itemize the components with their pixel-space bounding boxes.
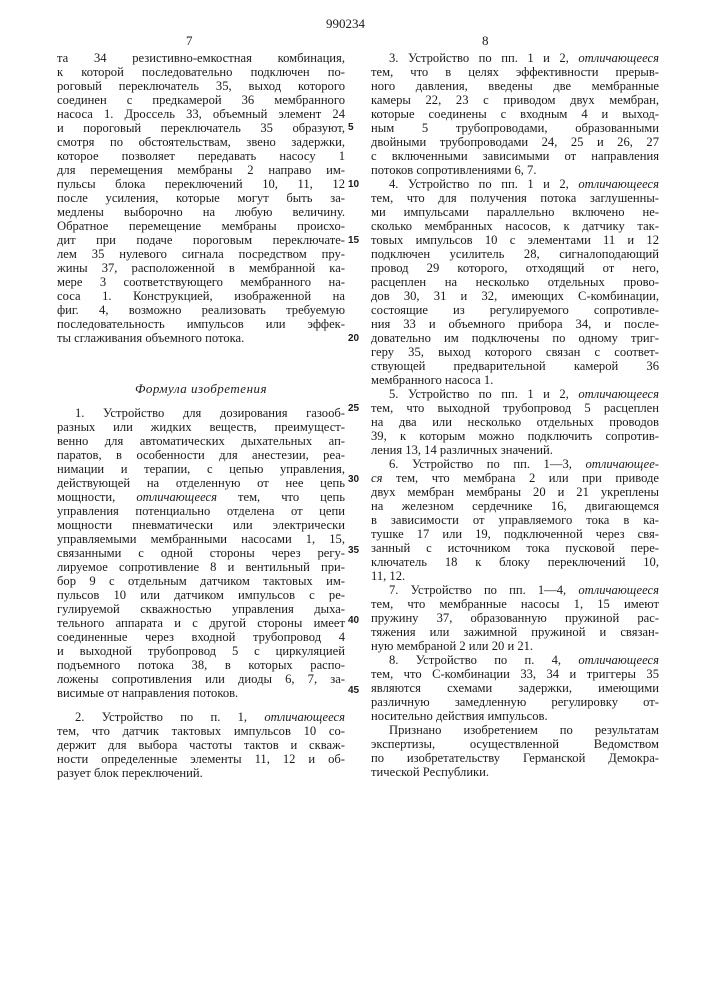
text-line: ложены сопротивления или диоды 6, 7, за- [57,672,345,686]
text-line: нимации и терапии, с цепью управления, [57,462,345,476]
text-line: дов 30, 31 и 32, имеющих С-комбинации, [371,289,659,303]
text-line: в зависимости от управляемого тока в ка- [371,513,659,527]
text-line: разует блок переключений. [57,766,345,780]
text-line: ления 13, 14 различных значений. [371,443,659,457]
text-line: тической Республики. [371,765,659,779]
text-line: действующей на отделенную от нее цепь [57,476,345,490]
text-line: 11, 12. [371,569,659,583]
text-line: двойными трубопроводами 24, 25 и 26, 27 [371,135,659,149]
text-line: по изобретательству Германской Демокра- [371,751,659,765]
recognition-note [371,723,659,779]
text-line: после усиления, которые могут быть за- [57,191,345,205]
text-line: тем, что С-комбинации 33, 34 и триггеры 35 [371,667,659,681]
claim-2 [57,710,345,780]
text-line: для перемещения мембраны 2 направо им- [57,163,345,177]
text-line: экспертизы, осуществленной Ведомством [371,737,659,751]
text-line: Признано изобретением по результатам [371,723,659,737]
text-line: камеры 22, 23 с приводом двух мембран, [371,93,659,107]
text-line: и выходной трубопровод 5 с циркуляцией [57,644,345,658]
text-line: двух мембран мембраны 20 и 21 укреплены [371,485,659,499]
text-line: ствующей предварительной камерой 36 [371,359,659,373]
text-line: мембранного насоса 1. [371,373,659,387]
text-line: мощности, отличающееся тем, что цепь [57,490,345,504]
claim-8 [371,653,659,723]
text-line: управляемыми мембранными насосами 1, 15, [57,532,345,546]
text-line: расцеплен на несколько отдельных прово- [371,275,659,289]
claim-6 [371,457,659,583]
text-line: жины 37, расположенной в мембранной ка- [57,261,345,275]
text-line: ности определенные элементы 11, 12 и об- [57,752,345,766]
text-line: 39, к которым можно подключить сопротив- [371,429,659,443]
text-line: фиг. 4, возможно реализовать требуемую [57,303,345,317]
text-line: к которой последовательно подключен по- [57,65,345,79]
text-line: ты сглаживания объемного потока. [57,331,345,345]
line-number: 30 [348,474,359,485]
text-line: соса 1. Конструкцией, изображенной на [57,289,345,303]
text-line: тяжения или зажимной пружиной и связан- [371,625,659,639]
text-line: состоящие из регулируемого сопротивле- [371,303,659,317]
text-line: лем 35 нулевого сигнала посредством пру- [57,247,345,261]
text-line: 1. Устройство для дозирования газооб- [57,406,345,420]
text-line: разных или жидких веществ, преимущест- [57,420,345,434]
text-line: пульсы блока переключений 10, 11, 12 [57,177,345,191]
claim-1 [57,406,345,700]
text-line: которое позволяет передавать насосу 1 [57,149,345,163]
text-line: соединен с предкамерой 36 мембранного [57,93,345,107]
line-number: 15 [348,235,359,246]
text-line: тем, что для получения потока заглушенны- [371,191,659,205]
text-line: различную замедленную регулировку от- [371,695,659,709]
line-number: 20 [348,333,359,344]
claim-5 [371,387,659,457]
text-line: носительно действия импульсов. [371,709,659,723]
text-line: 6. Устройство по пп. 1—3, отличающее- [371,457,659,471]
text-line: довательно им подключены по одному триг- [371,331,659,345]
line-number: 10 [348,179,359,190]
text-line: потоков сопротивлениями 6, 7. [371,163,659,177]
text-line: ного давления, введены две мембранные [371,79,659,93]
text-line: насоса 1. Дроссель 33, объемный элемент 24 [57,107,345,121]
page-number-left: 7 [186,33,193,49]
text-line: смотря по обстоятельствам, звено задержки, [57,135,345,149]
text-line: последовательность импульсов или эффек- [57,317,345,331]
text-line: пульсов 10 или датчиком импульсов с ре- [57,588,345,602]
text-line: 7. Устройство по пп. 1—4, отличающееся [371,583,659,597]
text-line: 5. Устройство по пп. 1 и 2, отличающееся [371,387,659,401]
text-line: ми импульсами параллельно включено не- [371,205,659,219]
text-line: и пороговый переключатель 35 образуют, [57,121,345,135]
text-line: сколько мембранных насосов, к датчику так- [371,219,659,233]
text-line: паратов, в особенности для анестезии, реа- [57,448,345,462]
text-line: ния 33 и объемного прибора 34, и после- [371,317,659,331]
text-line: товых импульсов 10 с элементами 11 и 12 [371,233,659,247]
text-line: медлены выборочно на любую величину. [57,205,345,219]
text-line: 2. Устройство по п. 1, отличающееся [57,710,345,724]
line-number: 45 [348,685,359,696]
line-number: 5 [348,122,354,133]
text-line: с включенными зависимыми от направления [371,149,659,163]
text-line: 3. Устройство по пп. 1 и 2, отличающееся [371,51,659,65]
text-line: ся тем, что мембрана 2 или при приводе [371,471,659,485]
claims-heading: Формула изобретения [57,382,345,396]
line-number: 35 [348,545,359,556]
text-line: гулируемой скважностью управления дыха- [57,602,345,616]
text-line: на два или несколько отдельных проводов [371,415,659,429]
text-line: тем, что мембранные насосы 1, 15 имеют [371,597,659,611]
text-line: занный с источником тока пусковой пере- [371,541,659,555]
text-line: управления потенциально отделена от цепи [57,504,345,518]
text-line: связанными с одной стороны через регу- [57,546,345,560]
claim-3 [371,51,659,177]
text-line: соединенные через входной трубопровод 4 [57,630,345,644]
text-line: которые соединены с входным 4 и выход- [371,107,659,121]
page-number-right: 8 [482,33,489,49]
text-line: лируемое сопротивление 8 и вентильный при- [57,560,345,574]
text-line: 4. Устройство по пп. 1 и 2, отличающееся [371,177,659,191]
text-line: держит для выбора частоты тактов и скваж- [57,738,345,752]
text-line: тельного аппарата и с другой стороны имеет [57,616,345,630]
text-line: тем, что выходной трубопровод 5 расцеплен [371,401,659,415]
claim-4 [371,177,659,387]
text-line: подключен усилитель 28, сигналоподающий [371,247,659,261]
text-line: та 34 резистивно-емкостная комбинация, [57,51,345,65]
line-number: 25 [348,403,359,414]
text-line: на железном сердечнике 16, двигающемся [371,499,659,513]
text-line: являются схемами задержки, имеющими [371,681,659,695]
text-line: Обратное перемещение мембраны происхо- [57,219,345,233]
claim-7 [371,583,659,653]
text-line: тушке 17 или 19, подключенной через свя- [371,527,659,541]
text-line: мощности пневматически или электрически [57,518,345,532]
text-line: мере 3 соответствующего мембранного на- [57,275,345,289]
right-column [371,51,659,779]
text-line: пружину 37, образованную пружиной рас- [371,611,659,625]
text-line: бор 9 с отдельным датчиком тактовых им- [57,574,345,588]
text-line: дит при подаче пороговым переключате- [57,233,345,247]
text-line: подъемного потока 38, в которых распо- [57,658,345,672]
text-line: висимые от направления потоков. [57,686,345,700]
text-line: провод 29 которого, отходящий от него, [371,261,659,275]
text-line: тем, что датчик тактовых импульсов 10 со- [57,724,345,738]
text-line: ную мембраной 2 или 20 и 21. [371,639,659,653]
text-line: 8. Устройство по п. 4, отличающееся [371,653,659,667]
text-line: тем, что в целях эффективности прерыв- [371,65,659,79]
text-line: геру 35, выход которого связан с соответ- [371,345,659,359]
text-line: ключатель 18 к блоку переключений 10, [371,555,659,569]
left-column [57,51,345,780]
text-line: роговый переключатель 35, выход которого [57,79,345,93]
description-paragraph [57,51,345,345]
text-line: венно для автоматических дыхательных ап- [57,434,345,448]
patent-number: 990234 [326,16,365,32]
text-line: ным 5 трубопроводами, образованными [371,121,659,135]
line-number: 40 [348,615,359,626]
